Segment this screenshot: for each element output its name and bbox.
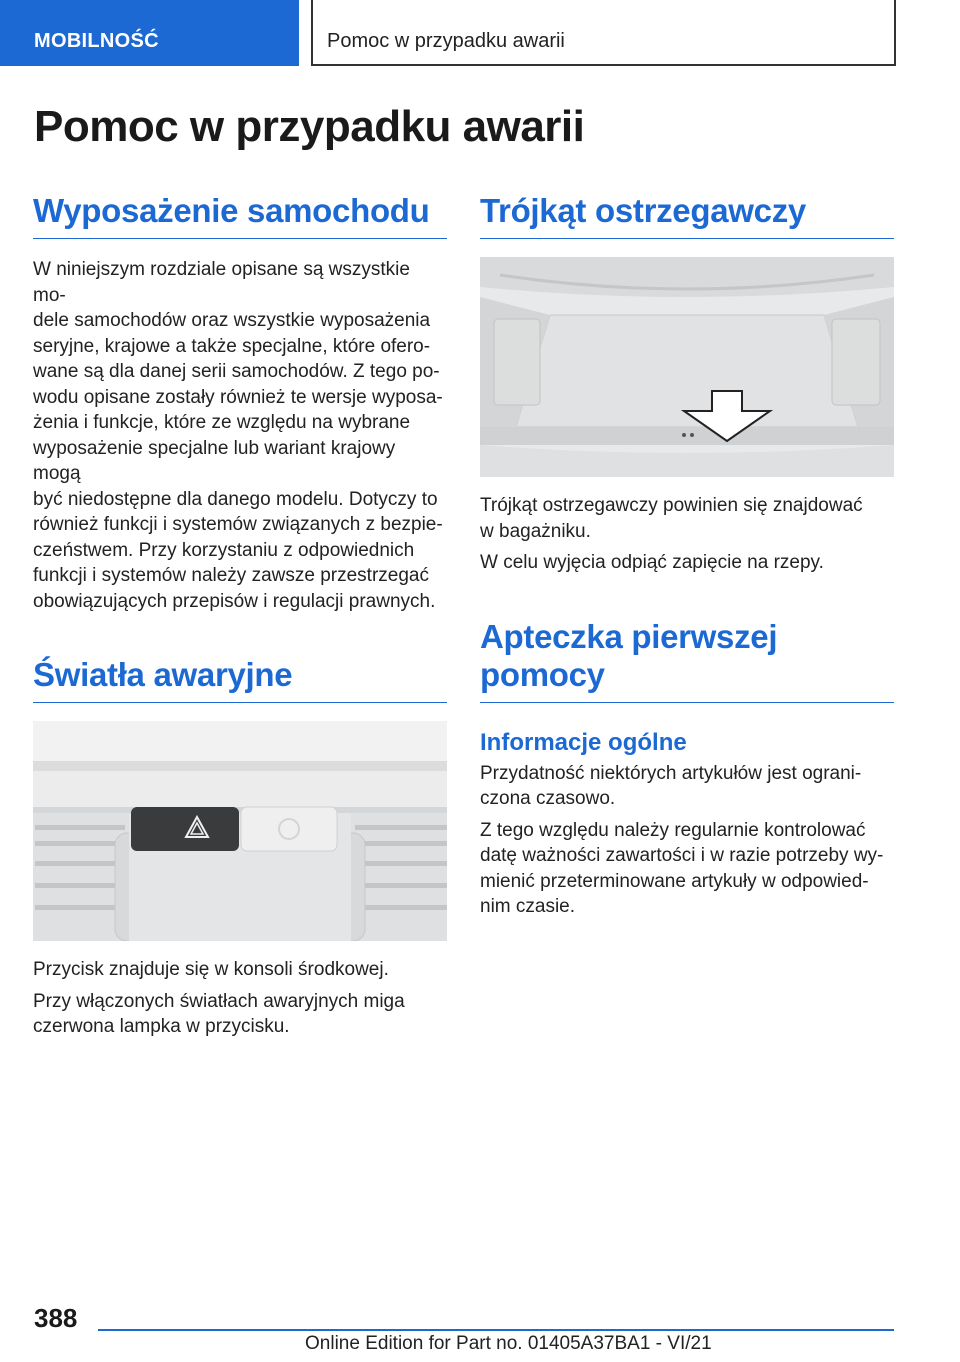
heading-hazard-lights: Światła awaryjne (33, 656, 447, 703)
chapter-title: Pomoc w przypadku awarii (311, 0, 896, 66)
text-line: wane są dla danej serii samochodów. Z tego po‐ (33, 361, 440, 382)
paragraph-check-contents (480, 818, 894, 920)
trunk-illustration (480, 257, 894, 477)
text-line: seryjne, krajowe a także specjalne, które ofero‐ (33, 335, 431, 357)
page-title: Pomoc w przypadku awarii (34, 102, 585, 151)
heading-line: pomocy (480, 655, 605, 693)
paragraph-vehicle-equipment (33, 257, 447, 614)
heading-vehicle-equipment: Wyposażenie samochodu (33, 192, 447, 239)
text-line: Trójkąt ostrzegawczy powinien się znajdować (480, 495, 863, 516)
text-line: żenia i funkcje, które ze względu na wybrane (33, 412, 411, 433)
text-line: Z tego względu należy regularnie kontrolować (480, 819, 866, 841)
text-line: datę ważności zawartości i w razie potrzeby wy‐ (480, 845, 884, 866)
text-line: wodu opisane zostały również te wersje wyposa‐ (33, 386, 443, 408)
edition-info: Online Edition for Part no. 01405A37BA1 - VI/21 (305, 1333, 712, 1354)
heading-warning-triangle: Trójkąt ostrzegawczy (480, 192, 894, 239)
paragraph-expiry (480, 761, 894, 812)
heading-first-aid-kit (480, 618, 894, 703)
text-line: funkcji i systemów należy zawsze przestrzegać (33, 565, 429, 586)
left-column (33, 192, 447, 1046)
text-line: czona czasowo. (480, 788, 616, 809)
text-line: Przydatność niektórych artykułów jest ograni‐ (480, 762, 862, 784)
page-header (0, 0, 960, 66)
right-column (480, 192, 894, 926)
text-line: dele samochodów oraz wszystkie wyposażenia (33, 310, 431, 331)
paragraph-triangle-location (480, 493, 894, 544)
text-line: mienić przeterminowane artykuły w odpowied‐ (480, 870, 869, 892)
text-line: w bagażniku. (480, 520, 591, 542)
paragraph-hazard-location: Przycisk znajduje się w konsoli środkowej. (33, 959, 389, 980)
page-number: 388 (34, 1303, 78, 1333)
footer-divider (98, 1329, 894, 1331)
text-line: nim czasie. (480, 896, 576, 917)
hazard-button-illustration (33, 721, 447, 941)
paragraph-hazard-lamp (33, 989, 447, 1040)
text-line: wyposażenie specjalne lub wariant krajowy mogą (33, 437, 396, 484)
text-line: również funkcji i systemów związanych z bezpie‐ (33, 514, 443, 535)
paragraph-triangle-removal: W celu wyjęcia odpiąć zapięcie na rzepy. (480, 552, 824, 573)
heading-line: Apteczka pierwszej (480, 617, 778, 655)
section-tab: MOBILNOŚĆ (0, 0, 299, 66)
text-line: czeństwem. Przy korzystaniu z odpowiednich (33, 539, 415, 561)
text-line: czerwona lampka w przycisku. (33, 1016, 290, 1037)
text-line: być niedostępne dla danego modelu. Dotyczy to (33, 488, 438, 510)
text-line: Przy włączonych światłach awaryjnych miga (33, 990, 405, 1012)
text-line: W niniejszym rozdziale opisane są wszystkie mo‐ (33, 259, 410, 306)
text-line: obowiązujących przepisów i regulacji prawnych. (33, 590, 436, 612)
heading-general-info: Informacje ogólne (480, 728, 687, 756)
